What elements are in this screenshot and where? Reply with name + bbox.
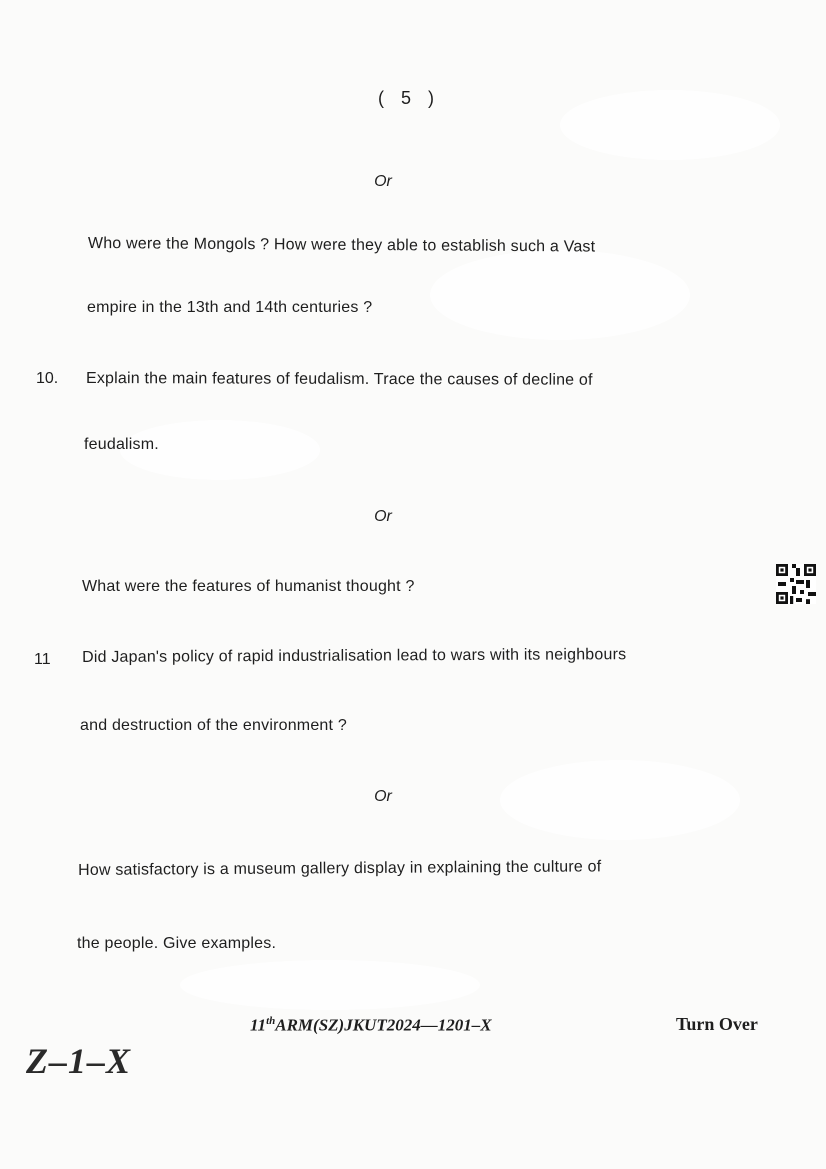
set-code: Z–1–X bbox=[26, 1041, 132, 1081]
paper-code-prefix: 11 bbox=[250, 1015, 267, 1035]
paper-code bbox=[250, 1015, 492, 1036]
question-text: feudalism. bbox=[84, 436, 159, 453]
question-text: empire in the 13th and 14th centuries ? bbox=[87, 299, 373, 316]
page-number: ( 5 ) bbox=[377, 88, 440, 108]
scan-blotch bbox=[180, 960, 480, 1010]
question-text: the people. Give examples. bbox=[77, 935, 277, 952]
qr-code-icon bbox=[776, 564, 816, 604]
or-separator: Or bbox=[374, 788, 392, 805]
question-text: and destruction of the environment ? bbox=[80, 717, 347, 734]
question-text: How satisfactory is a museum gallery display in explaining the culture of bbox=[78, 858, 602, 879]
question-text: Explain the main features of feudalism. Trace the causes of decline of bbox=[85, 370, 593, 389]
turn-over-label: Turn Over bbox=[676, 1014, 758, 1034]
or-separator: Or bbox=[374, 508, 392, 525]
paper-code-sup: th bbox=[266, 1015, 276, 1027]
or-separator: Or bbox=[374, 173, 392, 190]
question-text: Did Japan's policy of rapid industrialisation lead to wars with its neighbours bbox=[82, 646, 627, 666]
paper-code-rest: ARM(SZ)JKUT2024—1201–X bbox=[275, 1015, 492, 1035]
question-text: Who were the Mongols ? How were they able to establish such a Vast bbox=[87, 235, 596, 256]
question-number: 11 bbox=[34, 651, 51, 668]
question-number: 10. bbox=[36, 370, 59, 387]
scan-blotch bbox=[430, 250, 690, 340]
question-text: What were the features of humanist thought ? bbox=[82, 578, 415, 595]
